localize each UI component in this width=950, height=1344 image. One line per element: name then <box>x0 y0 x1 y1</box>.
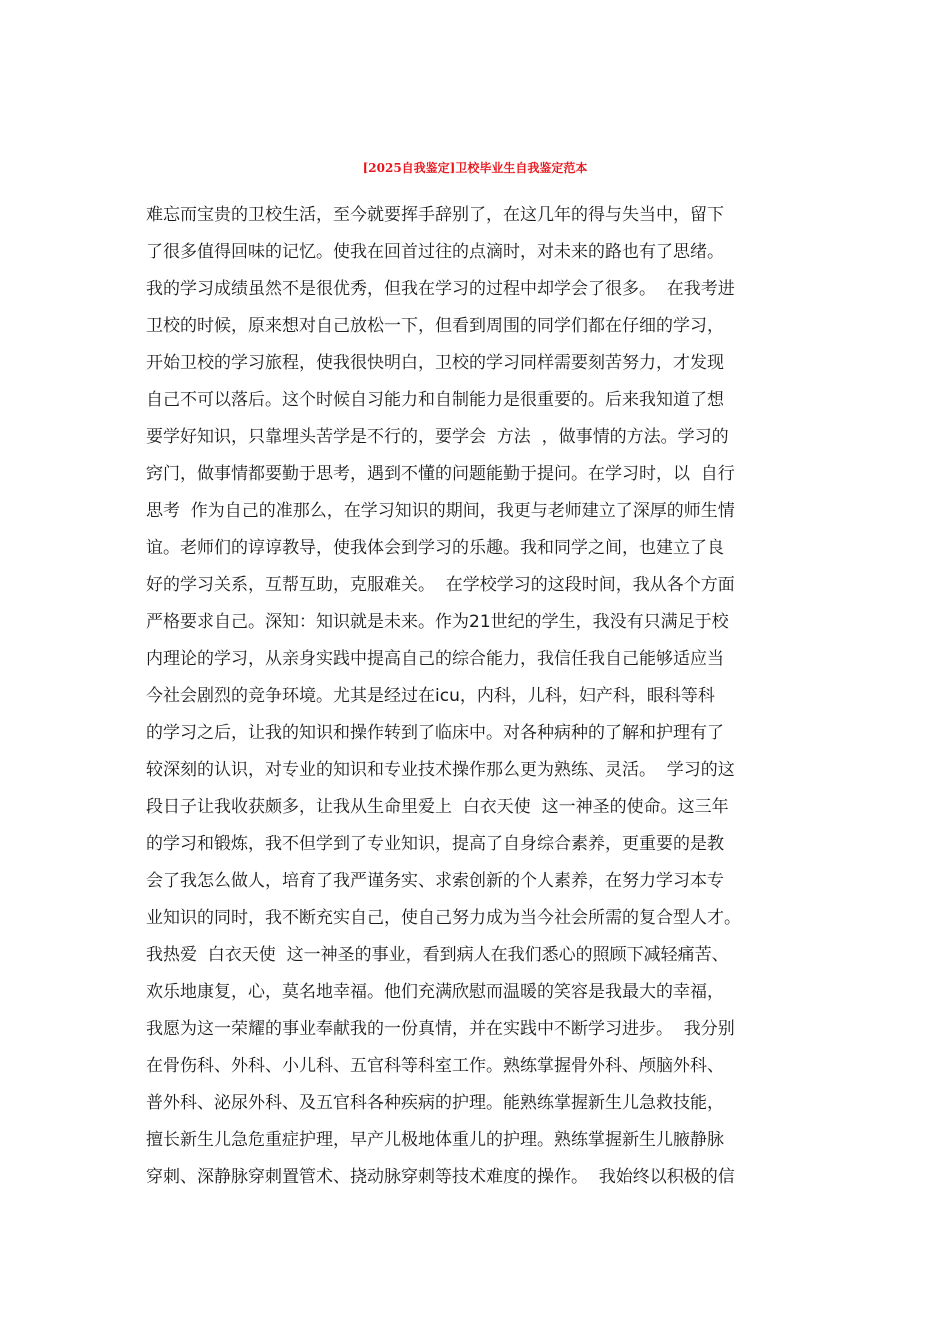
document-title: [2025自我鉴定]卫校毕业生自我鉴定范本 <box>362 161 588 175</box>
body-line: 窍门，做事情都要勤于思考，遇到不懂的问题能勤于提问。在学习时，以 自行 <box>146 464 735 484</box>
body-line: 自己不可以落后。这个时候自习能力和自制能力是很重要的。后来我知道了想 <box>146 390 724 410</box>
body-line: 我愿为这一荣耀的事业奉献我的一份真情，并在实践中不断学习进步。 我分别 <box>146 1019 735 1039</box>
body-line: 谊。老师们的谆谆教导，使我体会到学习的乐趣。我和同学之间，也建立了良 <box>146 538 724 558</box>
body-line: 要学好知识，只靠埋头苦学是不行的，要学会 方法 ，做事情的方法。学习的 <box>146 427 729 447</box>
body-line: 的学习和锻炼，我不但学到了专业知识，提高了自身综合素养，更重要的是教 <box>146 834 724 854</box>
body-line: 内理论的学习，从亲身实践中提高自己的综合能力，我信任我自己能够适应当 <box>146 649 724 669</box>
body-line: 在骨伤科、外科、小儿科、五官科等科室工作。熟练掌握骨外科、颅脑外科、 <box>146 1056 724 1076</box>
document-body <box>146 197 816 1196</box>
body-line: 欢乐地康复，心，莫名地幸福。他们充满欣慰而温暖的笑容是我最大的幸福， <box>146 982 724 1002</box>
body-line: 穿刺、深静脉穿刺置管术、挠动脉穿刺等技术难度的操作。 我始终以积极的信 <box>146 1167 735 1187</box>
body-line: 擅长新生儿急危重症护理，早产儿极地体重儿的护理。熟练掌握新生儿腋静脉 <box>146 1130 724 1150</box>
body-line: 了很多值得回味的记忆。使我在回首过往的点滴时，对未来的路也有了思绪。 <box>146 242 724 262</box>
body-line: 我的学习成绩虽然不是很优秀，但我在学习的过程中却学会了很多。 在我考进 <box>146 279 735 299</box>
body-line: 今社会剧烈的竞争环境。尤其是经过在icu，内科，儿科，妇产科，眼科等科 <box>146 686 715 706</box>
body-line: 段日子让我收获颇多，让我从生命里爱上 白衣天使 这一神圣的使命。这三年 <box>146 797 729 817</box>
body-line: 难忘而宝贵的卫校生活，至今就要挥手辞别了，在这几年的得与失当中，留下 <box>146 205 724 225</box>
body-line: 普外科、泌尿外科、及五官科各种疾病的护理。能熟练掌握新生儿急救技能， <box>146 1093 724 1113</box>
body-line: 严格要求自己。深知：知识就是未来。作为21世纪的学生，我没有只满足于校 <box>146 612 729 632</box>
body-line: 的学习之后，让我的知识和操作转到了临床中。对各种病种的了解和护理有了 <box>146 723 724 743</box>
body-line: 会了我怎么做人，培育了我严谨务实、求索创新的个人素养，在努力学习本专 <box>146 871 724 891</box>
body-line: 我热爱 白衣天使 这一神圣的事业，看到病人在我们悉心的照顾下减轻痛苦、 <box>146 945 729 965</box>
body-line: 思考 作为自己的准那么，在学习知识的期间，我更与老师建立了深厚的师生情 <box>146 501 735 521</box>
body-line: 卫校的时候，原来想对自己放松一下，但看到周围的同学们都在仔细的学习， <box>146 316 724 336</box>
body-line: 较深刻的认识，对专业的知识和专业技术操作那么更为熟练、灵活。 学习的这 <box>146 760 735 780</box>
body-line: 开始卫校的学习旅程，使我很快明白，卫校的学习同样需要刻苦努力，才发现 <box>146 353 724 373</box>
body-line: 好的学习关系，互帮互助，克服难关。 在学校学习的这段时间，我从各个方面 <box>146 575 735 595</box>
body-line: 业知识的同时，我不断充实自己，使自己努力成为当今社会所需的复合型人才。 <box>146 908 741 928</box>
